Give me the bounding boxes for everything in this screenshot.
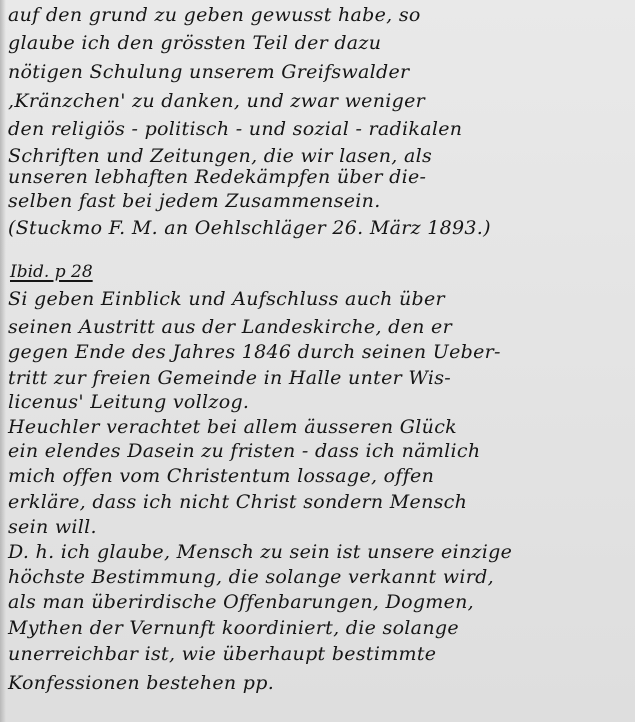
text-line: glaube ich den grössten Teil der dazu (8, 32, 382, 54)
text-line: unseren lebhaften Redekämpfen über die- (8, 166, 427, 188)
text-line: Mythen der Vernunft koordiniert, die solange (8, 617, 459, 639)
text-line: ein elendes Dasein zu fristen - dass ich nämlich (8, 440, 481, 462)
text-line: mich offen vom Christentum lossage, offen (8, 465, 435, 487)
citation: (Stuckmo F. M. an Oehlschläger 26. März 1893.) (8, 217, 491, 239)
text-line: ,Kränzchen' zu danken, und zwar weniger (8, 90, 426, 112)
text-line: auf den grund zu geben gewusst habe, so (8, 4, 421, 26)
text-line: als man überirdische Offenbarungen, Dogmen, (8, 591, 475, 613)
text-line: Heuchler verachtet bei allem äusseren Glück (8, 416, 457, 438)
text-line: Si geben Einblick und Aufschluss auch über (8, 288, 445, 310)
text-line: nötigen Schulung unserem Greifswalder (8, 61, 410, 83)
text-line: Schriften und Zeitungen, die wir lasen, als (8, 145, 433, 167)
text-line: unerreichbar ist, wie überhaupt bestimmte (8, 643, 437, 665)
text-line: gegen Ende des Jahres 1846 durch seinen Ueber- (8, 341, 501, 363)
text-line: tritt zur freien Gemeinde in Halle unter Wis- (8, 367, 451, 389)
text-line: sein will. (8, 516, 97, 538)
text-line: selben fast bei jedem Zusammensein. (8, 190, 381, 212)
text-line: erkläre, dass ich nicht Christ sondern Mensch (8, 491, 468, 513)
text-line: höchste Bestimmung, die solange verkannt wird, (8, 566, 494, 588)
text-line: den religiös - politisch - und sozial - radikalen (8, 118, 463, 140)
section-heading: Ibid. p 28 (10, 262, 93, 282)
text-line: D. h. ich glaube, Mensch zu sein ist unsere einzige (8, 541, 513, 563)
text-line: seinen Austritt aus der Landeskirche, den er (8, 316, 452, 338)
text-line: Konfessionen bestehen pp. (8, 672, 275, 694)
text-line: licenus' Leitung vollzog. (8, 391, 250, 413)
